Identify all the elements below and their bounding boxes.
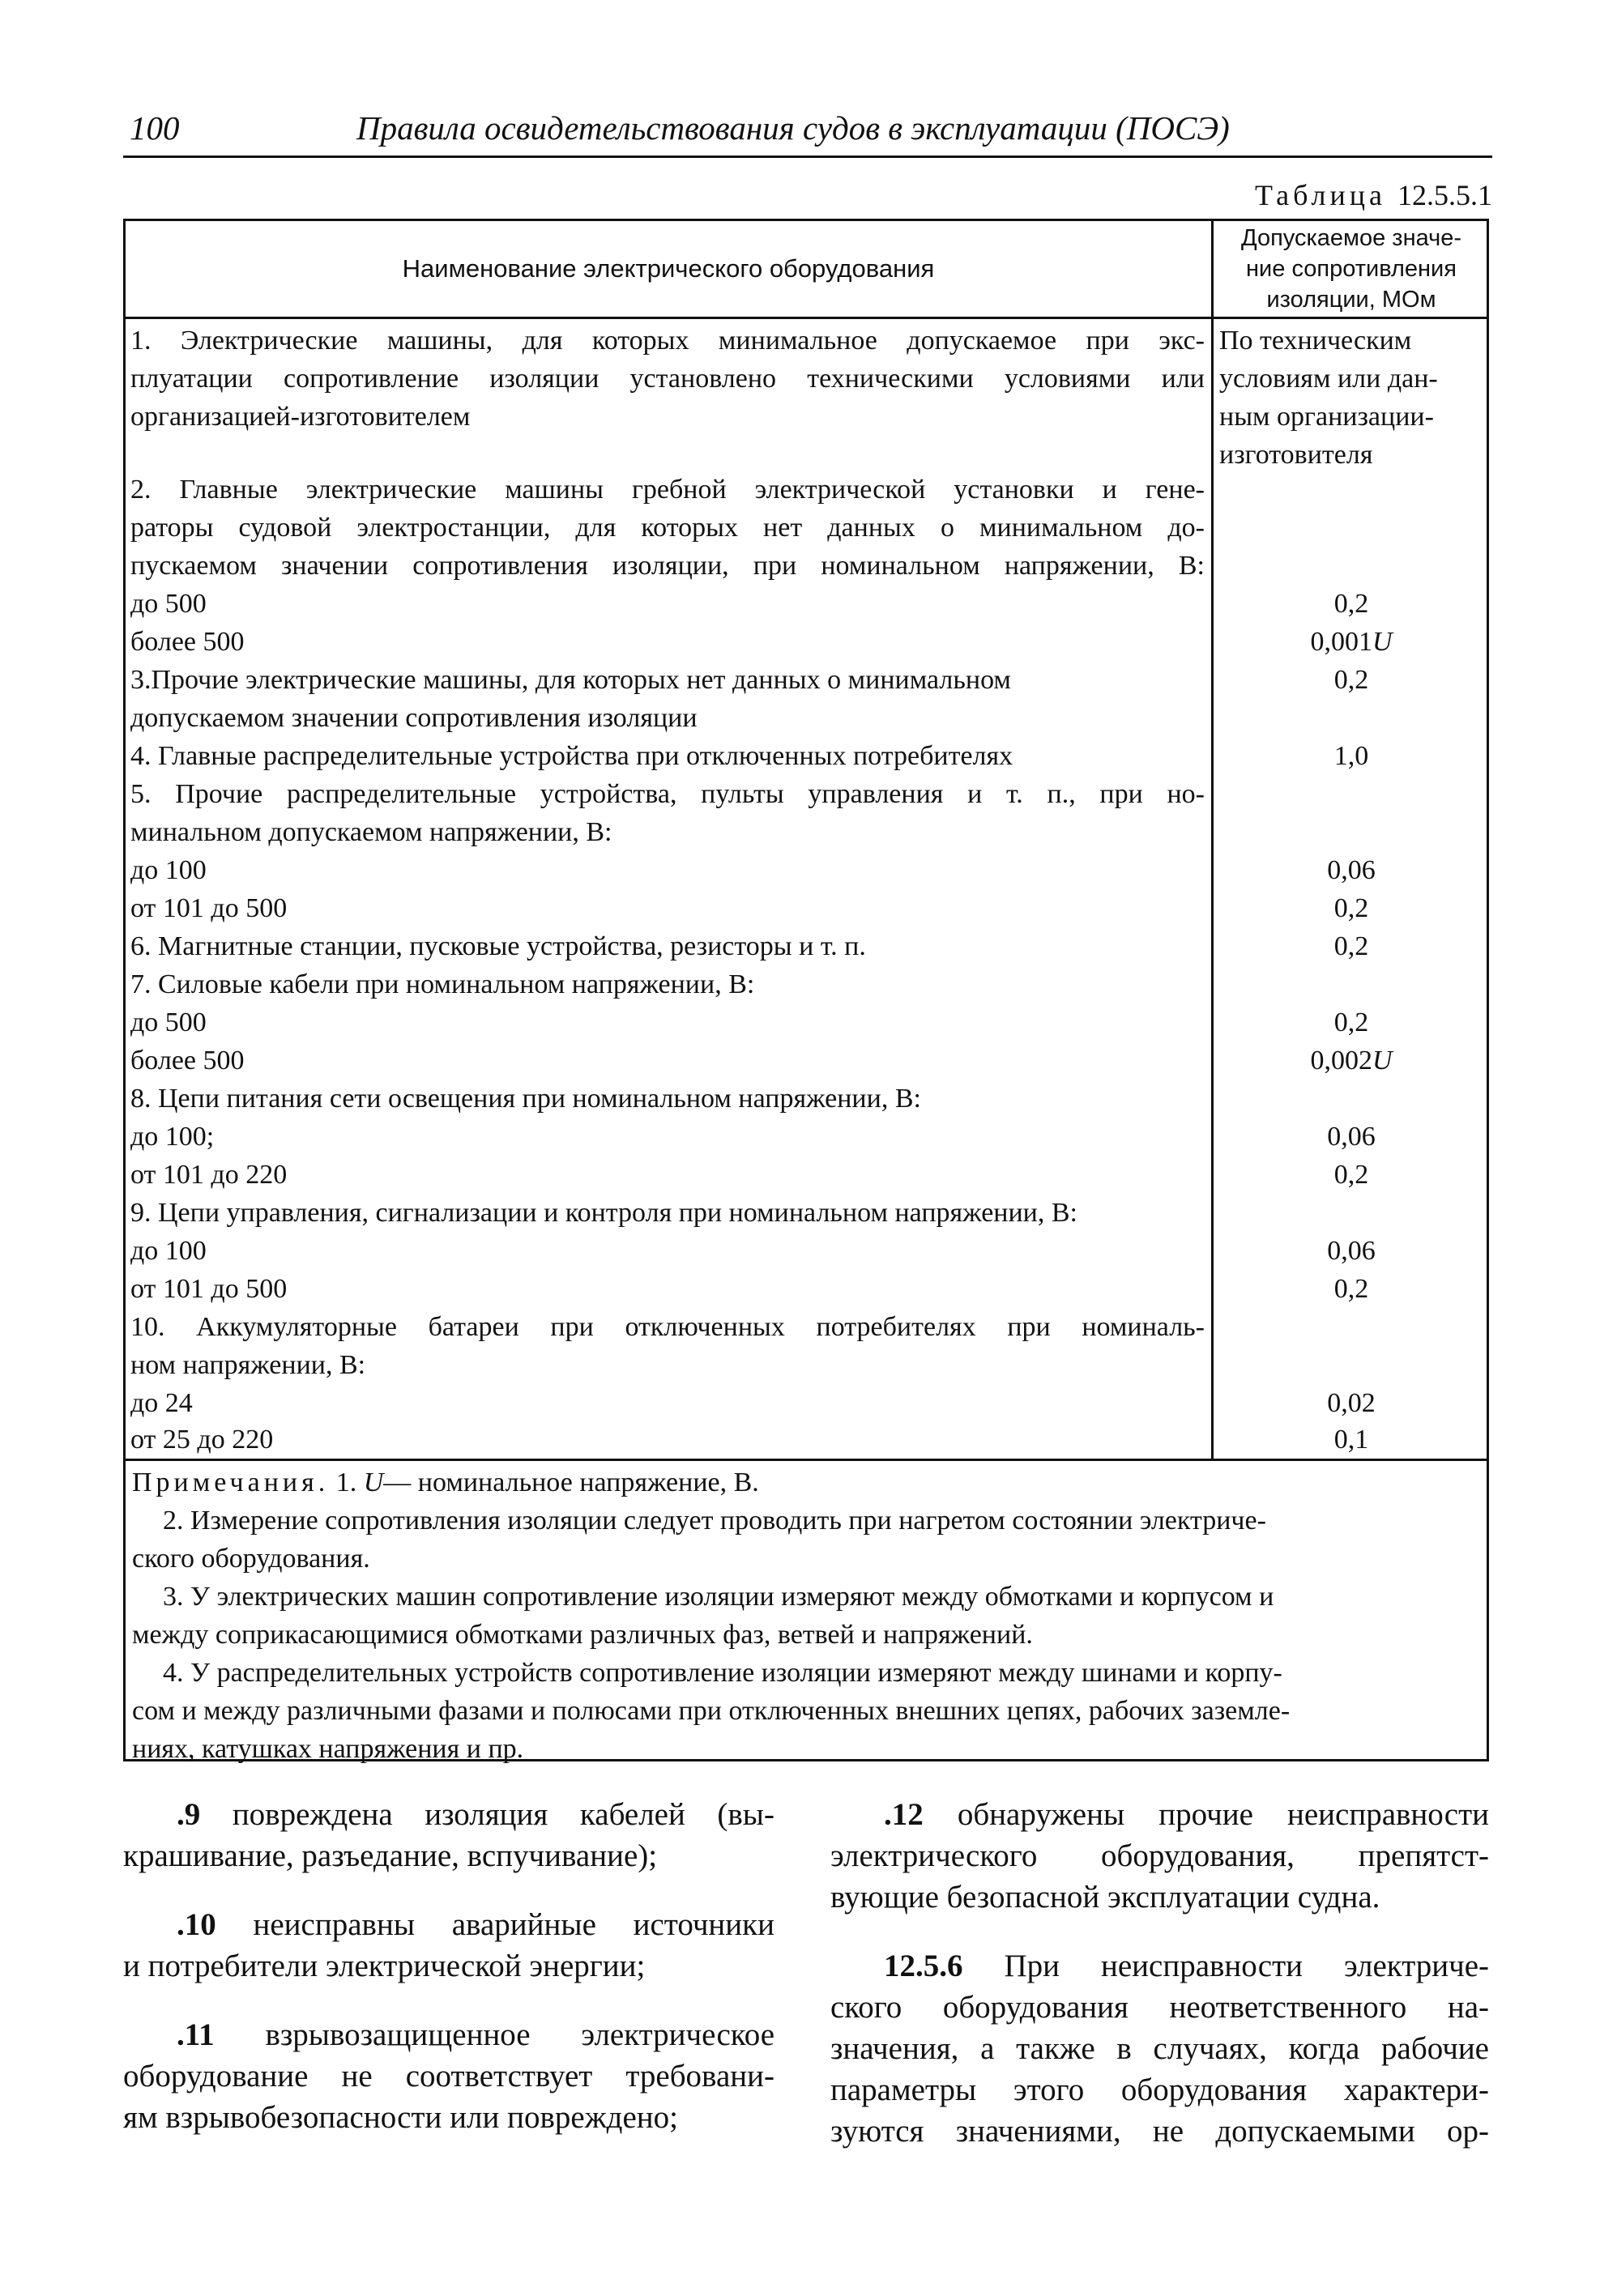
note-line: ского оборудования.: [132, 1544, 370, 1574]
list-item-number: .11: [177, 2017, 215, 2052]
list-item-number: .9: [177, 1797, 201, 1832]
row-value-number: 0,001: [1310, 627, 1372, 657]
list-item-line: оборудование не соответствует требовани-: [123, 2059, 774, 2094]
row-value-line: изготовителя: [1219, 440, 1373, 470]
paragraph-line: зуются значениями, не допускаемыми ор-: [830, 2114, 1489, 2149]
row-equipment: 8. Цепи питания сети освещения при номинальном напряжении, В:: [130, 1084, 921, 1114]
note-line: сом и между различными фазами и полюсами при отключенных внешних цепях, рабочих заземле-: [132, 1696, 1291, 1726]
row-value-number: 0,002: [1310, 1046, 1372, 1076]
row-text-line: минальном допускаемом напряжении, В:: [130, 817, 612, 847]
list-item-text: неисправны аварийные источники: [253, 1907, 774, 1942]
row-value: 0,2: [1333, 1160, 1369, 1190]
row-equipment: [130, 775, 1205, 851]
row-equipment: 7. Силовые кабели при номинальном напряжении, В:: [130, 969, 755, 999]
row-value-symbol: U: [1372, 1046, 1393, 1076]
row-text-line: 1. Электрические машины, для которых минимальное допускаемое при экс-: [130, 326, 1205, 356]
row-equipment: до 500: [130, 589, 207, 619]
row-equipment: [130, 322, 1205, 436]
row-value: 0,06: [1327, 1122, 1376, 1152]
page-header: [123, 105, 1492, 158]
note-line: 2. Измерение сопротивления изоляции следует проводить при нагретом состоянии электриче-: [163, 1506, 1266, 1536]
paragraph-line: параметры этого оборудования характери-: [830, 2072, 1489, 2107]
body-right-column: [830, 1794, 1489, 2179]
note-line: [132, 1463, 1482, 1502]
row-text-line: пускаемом значении сопротивления изоляции, при номинальном напряжении, В:: [130, 551, 1205, 581]
note-number: 1.: [335, 1467, 357, 1497]
row-value: 0,2: [1333, 931, 1369, 961]
row-value: [1219, 322, 1487, 474]
row-value: 0,2: [1333, 1274, 1369, 1304]
paragraph-line: [830, 1945, 1489, 1987]
list-item-line: [123, 2014, 774, 2055]
row-equipment: до 100: [130, 855, 207, 885]
row-equipment: [130, 1308, 1205, 1384]
row-text-line: допускаемом значении сопротивления изоляции: [130, 703, 698, 733]
list-item-line: [830, 1794, 1489, 1835]
list-item-line: [123, 1904, 774, 1945]
list-item-text: повреждена изоляция кабелей (вы-: [232, 1797, 774, 1832]
note-line: между соприкасающимися обмотками различных фаз, ветвей и напряжений.: [132, 1620, 1033, 1650]
row-text-line: ном напряжении, В:: [130, 1350, 366, 1380]
table-notes: [132, 1463, 1482, 1768]
paragraph-text: При неисправности электриче-: [1004, 1949, 1489, 1983]
row-text-line: 2. Главные электрические машины гребной электрической установки и гене-: [130, 475, 1205, 505]
list-item-line: и потребители электрической энергии;: [123, 1949, 646, 1983]
note-symbol: U: [363, 1467, 384, 1497]
list-item-line: электрического оборудования, препятст-: [830, 1838, 1489, 1873]
insulation-resistance-table: [123, 219, 1489, 1764]
row-equipment: от 25 до 220: [130, 1425, 274, 1455]
row-equipment: [130, 661, 1205, 737]
row-value: 0,06: [1327, 1236, 1376, 1266]
row-value: 0,2: [1333, 665, 1369, 695]
column-header-equipment: [126, 221, 1211, 317]
note-line: 4. У распределительных устройств сопротивление изоляции измеряют между шинами и корпу-: [163, 1658, 1282, 1688]
row-value-line: По техническим: [1219, 326, 1412, 356]
list-item: [123, 1794, 774, 1876]
row-equipment: до 500: [130, 1007, 207, 1037]
row-value: 0,2: [1333, 589, 1369, 619]
note-line: ниях, катушках напряжения и пр.: [132, 1734, 524, 1764]
table-caption-word: Таблица: [1255, 179, 1386, 211]
paragraph-12-5-6: [830, 1945, 1489, 2152]
list-item-line: крашивание, разъедание, вспучивание);: [123, 1838, 658, 1873]
row-value-line: условиям или дан-: [1219, 364, 1438, 394]
section-number: 12.5.6: [884, 1949, 963, 1983]
list-item-text: обнаружены прочие неисправности: [957, 1797, 1490, 1832]
paragraph-line: значения, а также в случаях, когда рабочие: [830, 2031, 1489, 2066]
row-equipment: до 24: [130, 1388, 193, 1418]
column-header-resistance-line: ние сопротивления: [1246, 256, 1457, 282]
column-header-equipment-label: Наименование электрического оборудования: [402, 254, 935, 283]
running-title: Правила освидетельствования судов в эксплуатации (ПОСЭ): [356, 109, 1230, 147]
list-item-line: [123, 1794, 774, 1835]
row-value: 0,1: [1333, 1425, 1369, 1455]
row-text-line: организацией-изготовителем: [130, 402, 471, 432]
row-text-line: 3.Прочие электрические машины, для которых нет данных о минимальном: [130, 665, 1011, 695]
column-header-resistance-line: изоляции, МОм: [1266, 287, 1436, 313]
column-header-resistance-line: Допускаемое значе-: [1240, 225, 1461, 251]
table-caption: [1255, 178, 1492, 212]
row-value: 0,2: [1333, 893, 1369, 923]
row-text-line: 10. Аккумуляторные батареи при отключенных потребителях при номиналь-: [130, 1312, 1205, 1342]
header-divider: [126, 317, 1487, 319]
list-item-line: ям взрывобезопасности или повреждено;: [123, 2100, 678, 2135]
notes-divider: [126, 1459, 1487, 1461]
row-value: 1,0: [1333, 741, 1369, 771]
list-item: [830, 1794, 1489, 1918]
row-equipment: до 100;: [130, 1122, 215, 1152]
row-text-line: плуатации сопротивление изоляции установлено техническими условиями или: [130, 364, 1205, 394]
row-value: 0,02: [1327, 1388, 1376, 1418]
list-item-text: взрывозащищенное электрическое: [265, 2017, 775, 2052]
list-item: [123, 2014, 774, 2138]
row-equipment: 4. Главные распределительные устройства при отключенных потребителях: [130, 741, 1013, 771]
paragraph-line: ского оборудования неответственного на-: [830, 1990, 1489, 2025]
list-item-number: .12: [884, 1797, 924, 1832]
row-text-line: раторы судовой электростанции, для которых нет данных о минимальном до-: [130, 513, 1205, 543]
row-value-symbol: U: [1372, 627, 1393, 657]
body-left-column: [123, 1794, 774, 2166]
row-value: 0,06: [1327, 855, 1376, 885]
column-header-resistance: [1216, 221, 1487, 317]
row-value: [1216, 623, 1487, 661]
row-value-line: ным организации-: [1219, 402, 1434, 432]
row-equipment: более 500: [130, 627, 245, 657]
row-text-line: 5. Прочие распределительные устройства, пульты управления и т. п., при но-: [130, 779, 1205, 809]
row-equipment: 6. Магнитные станции, пусковые устройства, резисторы и т. п.: [130, 931, 866, 961]
column-divider: [1211, 221, 1214, 1460]
row-value: 0,2: [1333, 1007, 1369, 1037]
row-equipment: до 100: [130, 1236, 207, 1266]
note-line: 3. У электрических машин сопротивление изоляции измеряют между обмотками и корпусом и: [163, 1582, 1274, 1612]
notes-label: Примечания.: [132, 1467, 330, 1497]
row-equipment: от 101 до 220: [130, 1160, 288, 1190]
row-equipment: от 101 до 500: [130, 893, 288, 923]
table-caption-number: 12.5.5.1: [1397, 179, 1492, 211]
row-value: [1216, 1042, 1487, 1080]
note-text: — номинальное напряжение, В.: [383, 1467, 759, 1497]
row-equipment: более 500: [130, 1046, 245, 1076]
list-item-line: вующие безопасной эксплуатации судна.: [830, 1880, 1380, 1915]
row-equipment: 9. Цепи управления, сигнализации и контроля при номинальном напряжении, В:: [130, 1198, 1077, 1228]
list-item-number: .10: [177, 1907, 216, 1942]
page-number: 100: [130, 109, 180, 147]
row-equipment: от 101 до 500: [130, 1274, 288, 1304]
row-equipment: [130, 471, 1205, 585]
list-item: [123, 1904, 774, 1987]
